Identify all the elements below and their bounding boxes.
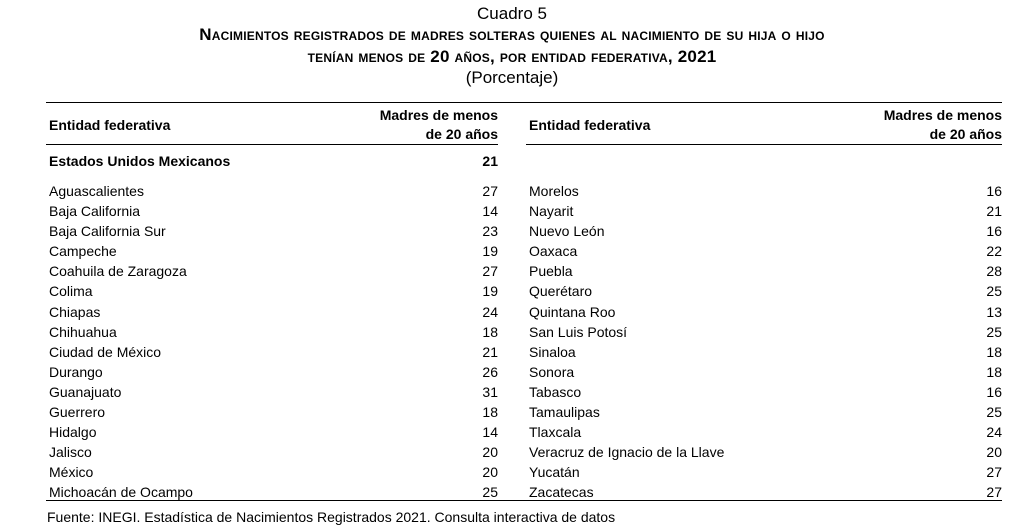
table-row	[46, 324, 498, 344]
entity-value: 18	[986, 343, 1002, 360]
table-row	[46, 223, 498, 243]
national-total-row	[46, 153, 498, 173]
entity-name: Veracruz de Ignacio de la Llave	[529, 444, 725, 461]
entity-value: 19	[482, 283, 498, 300]
entity-name: Puebla	[529, 263, 573, 280]
table-row	[526, 223, 1002, 243]
left-rows	[46, 183, 498, 505]
table-row	[46, 183, 498, 203]
entity-name: Baja California Sur	[49, 223, 166, 240]
entity-name: Coahuila de Zaragoza	[49, 263, 187, 280]
entity-value: 21	[482, 343, 498, 360]
entity-value: 23	[482, 223, 498, 240]
entity-value: 22	[986, 243, 1002, 260]
entity-value: 25	[986, 323, 1002, 340]
entity-name: Querétaro	[529, 283, 593, 300]
entity-value: 20	[482, 444, 498, 461]
source-note: Fuente: INEGI. Estadística de Nacimientos Registrados 2021. Consulta interactiva de datos	[47, 509, 616, 525]
entity-name: Hidalgo	[49, 424, 97, 441]
entity-name: Oaxaca	[529, 243, 578, 260]
table-row	[526, 183, 1002, 203]
entity-name: Tamaulipas	[529, 404, 600, 421]
data-table	[46, 102, 1002, 501]
entity-value: 16	[986, 223, 1002, 240]
table-row	[526, 203, 1002, 223]
table-row	[46, 424, 498, 444]
entity-name: Chiapas	[49, 303, 101, 320]
value-header	[884, 106, 1002, 144]
table-header	[0, 4, 1024, 88]
entity-value: 24	[482, 303, 498, 320]
table-row	[526, 263, 1002, 283]
entity-value: 16	[986, 183, 1002, 199]
table-row	[526, 344, 1002, 364]
table-row	[46, 344, 498, 364]
entity-value: 20	[986, 444, 1002, 461]
entity-value: 31	[482, 383, 498, 400]
entity-value: 25	[986, 283, 1002, 300]
national-name: Estados Unidos Mexicanos	[49, 153, 231, 169]
table-row	[46, 384, 498, 404]
value-header-line-2: de 20 años	[929, 126, 1002, 142]
table-row	[526, 444, 1002, 464]
entity-name: Tlaxcala	[529, 424, 582, 441]
left-column	[46, 103, 498, 505]
entity-value: 16	[986, 383, 1002, 400]
entity-name: Quintana Roo	[529, 303, 616, 320]
table-row	[46, 283, 498, 303]
right-column-header	[526, 103, 1002, 145]
table-row	[46, 444, 498, 464]
value-header	[380, 106, 498, 144]
table-row	[526, 384, 1002, 404]
entity-value: 18	[482, 404, 498, 421]
entity-name: Colima	[49, 283, 93, 300]
entity-value: 14	[482, 203, 498, 220]
table-row	[46, 404, 498, 424]
entity-value: 27	[482, 263, 498, 280]
left-column-header	[46, 103, 498, 145]
table-subtitle: (Porcentaje)	[465, 68, 559, 87]
table-row	[526, 484, 1002, 504]
entity-header: Entidad federativa	[49, 117, 171, 133]
table-row	[46, 484, 498, 504]
table-row	[526, 324, 1002, 344]
entity-name: Guerrero	[49, 404, 106, 421]
entity-value: 13	[986, 303, 1002, 320]
entity-name: Jalisco	[49, 444, 92, 461]
national-value: 21	[482, 153, 498, 169]
right-rows	[526, 183, 1002, 505]
entity-value: 14	[482, 424, 498, 441]
entity-value: 27	[482, 183, 498, 199]
entity-name: Baja California	[49, 203, 141, 220]
table-row	[526, 304, 1002, 324]
entity-name: Nayarit	[529, 203, 574, 220]
table-row	[46, 364, 498, 384]
entity-value: 21	[986, 203, 1002, 220]
table-title-line-1: Nacimientos registrados de madres solteras quienes al nacimiento de su hija o hijo	[199, 25, 825, 44]
entity-name: Yucatán	[529, 464, 580, 481]
right-column	[526, 103, 1002, 505]
table-row	[526, 424, 1002, 444]
entity-name: Sonora	[529, 363, 575, 380]
entity-value: 25	[986, 404, 1002, 421]
entity-name: Aguascalientes	[49, 183, 144, 199]
table-row	[526, 364, 1002, 384]
entity-name: Durango	[49, 363, 103, 380]
entity-name: Morelos	[529, 183, 579, 199]
entity-name: Tabasco	[529, 383, 582, 400]
value-header-line-1: Madres de menos	[379, 107, 498, 123]
entity-name: Zacatecas	[529, 484, 594, 501]
table-caption: Cuadro 5	[477, 4, 547, 23]
table-row	[46, 203, 498, 223]
table-title-line-2: tenían menos de 20 años, por entidad federativa, 2021	[307, 47, 717, 66]
table-row	[46, 464, 498, 484]
entity-value: 20	[482, 464, 498, 481]
entity-name: Michoacán de Ocampo	[49, 484, 193, 501]
entity-name: Chihuahua	[49, 323, 117, 340]
entity-name: Ciudad de México	[49, 343, 162, 360]
value-header-line-2: de 20 años	[425, 126, 498, 142]
entity-value: 26	[482, 363, 498, 380]
table-row	[526, 404, 1002, 424]
entity-name: Nuevo León	[529, 223, 605, 240]
table-row	[46, 263, 498, 283]
entity-value: 28	[986, 263, 1002, 280]
entity-name: Sinaloa	[529, 343, 576, 360]
value-header-line-1: Madres de menos	[883, 107, 1002, 123]
entity-value: 25	[482, 484, 498, 501]
table-row	[526, 243, 1002, 263]
entity-value: 27	[986, 464, 1002, 481]
entity-name: México	[49, 464, 94, 481]
table-row	[526, 283, 1002, 303]
entity-header: Entidad federativa	[529, 117, 651, 133]
entity-name: San Luis Potosí	[529, 323, 628, 340]
table-row	[46, 304, 498, 324]
entity-value: 24	[986, 424, 1002, 441]
entity-value: 18	[986, 363, 1002, 380]
entity-name: Campeche	[49, 243, 117, 260]
entity-name: Guanajuato	[49, 383, 122, 400]
entity-value: 27	[986, 484, 1002, 501]
table-row	[46, 243, 498, 263]
entity-value: 18	[482, 323, 498, 340]
entity-value: 19	[482, 243, 498, 260]
table-row	[526, 464, 1002, 484]
